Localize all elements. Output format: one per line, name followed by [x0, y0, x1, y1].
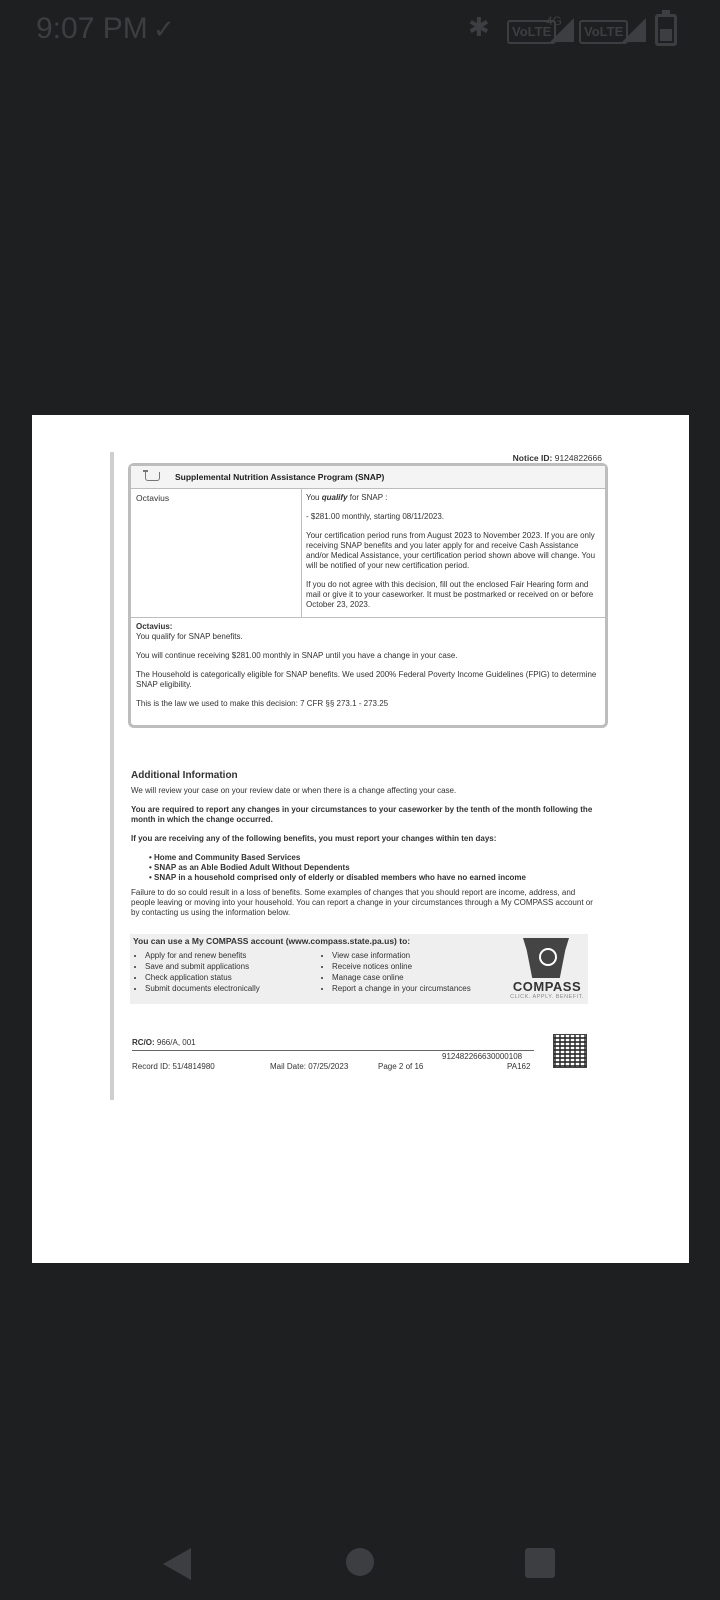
compass-title: You can use a My COMPASS account (www.compass.state.pa.us) to: [133, 936, 411, 946]
footer-divider [132, 1050, 534, 1051]
barcode-number: 912482266630000108 [442, 1052, 523, 1061]
compass-item: • Save and submit applications [145, 961, 260, 972]
form-code: PA162 [507, 1062, 531, 1071]
notice-id-value: 9124822666 [554, 453, 602, 463]
additional-heading: Additional Information [131, 770, 238, 781]
compass-item: • View case information [332, 950, 471, 961]
octavius-heading: Octavius: [136, 622, 173, 631]
review-line: We will review your case on your review date or when there is a change affecting your case. [131, 786, 457, 795]
recents-icon[interactable] [525, 1548, 555, 1578]
compass-item: • Report a change in your circumstances [332, 983, 471, 994]
certification-text: Your certification period runs from August 2023 to November 2023. If you are only receiving SNAP benefits and you later apply for and receive Cash Assistance and/or Medical Assistance, your certification period shown above will change. You will be notified of your new certification period. [306, 531, 596, 570]
amount-line: - $281.00 monthly, starting 08/11/2023. [306, 512, 445, 521]
compass-item: • Manage case online [332, 972, 471, 983]
failure-text: Failure to do so could result in a loss of benefits. Some examples of changes that you should report are income, address, and people leaving or moving into your household. You can report a change in your circumstances through a My COMPASS account or by contacting us using the information below. [131, 888, 593, 917]
compass-list-2 [320, 950, 471, 994]
volte-badge-1: VoLTE [507, 20, 556, 44]
compass-item: • Check application status [145, 972, 260, 983]
hearing-text: If you do not agree with this decision, fill out the enclosed Fair Hearing form and mail or give it to your caseworker. It must be postmarked or received on or before October 23, 2023. [306, 580, 594, 609]
record-id: Record ID: 51/4814980 [132, 1062, 215, 1071]
compass-item: • Submit documents electronically [145, 983, 260, 994]
additional-info [131, 771, 601, 927]
benefit-item: • Home and Community Based Services [149, 853, 301, 862]
lte-label: 4G [546, 14, 563, 28]
decision-row [131, 489, 605, 618]
law-line: This is the law we used to make this decision: 7 CFR §§ 273.1 - 273.25 [136, 699, 389, 708]
recipient-name: Octavius [136, 493, 170, 503]
snap-header [131, 466, 605, 489]
continue-line: You will continue receiving $281.00 monthly in SNAP until you have a change in your case. [136, 651, 458, 660]
status-time: 9:07 PM [36, 12, 148, 45]
qr-code-icon [553, 1034, 587, 1068]
benefit-list [149, 853, 601, 883]
download-check-icon: ✓ [153, 14, 175, 44]
compass-item: • Receive notices online [332, 961, 471, 972]
benefit-item: • SNAP as an Able Bodied Adult Without Dependents [149, 863, 350, 872]
qualify-line: You qualify for SNAP benefits. [136, 632, 243, 641]
receiving-line: If you are receiving any of the following benefits, you must report your changes within ten days: [131, 834, 497, 843]
shopping-cart-icon [143, 470, 161, 484]
benefit-item: • SNAP in a household comprised only of elderly or disabled members who have no earned income [149, 873, 526, 882]
program-title: Supplemental Nutrition Assistance Program (SNAP) [175, 472, 385, 482]
document-image[interactable] [32, 415, 689, 1263]
notice-id [513, 453, 602, 463]
compass-panel [130, 934, 588, 1004]
mail-date: Mail Date: 07/25/2023 [270, 1062, 349, 1071]
battery-icon [655, 14, 677, 46]
volte-badge-2: VoLTE [579, 20, 628, 44]
decision-details [306, 493, 596, 619]
column-divider [301, 489, 302, 617]
compass-logo [506, 938, 588, 1000]
notice-id-label: Notice ID: [512, 453, 553, 463]
signal-icon-2 [622, 18, 646, 42]
bluetooth-icon: ✱ [468, 12, 490, 42]
navigation-bar [0, 1500, 720, 1600]
compass-tagline: CLICK. APPLY. BENEFIT. [510, 994, 584, 1000]
compass-logo-text: COMPASS [512, 979, 582, 994]
signal-icon-1 [550, 18, 574, 42]
household-line: The Household is categorically eligible for SNAP benefits. We used 200% Federal Poverty Income Guidelines (FPIG) to determine SNAP eligibility. [136, 670, 597, 689]
back-icon[interactable] [163, 1548, 191, 1580]
scanned-notice [110, 452, 616, 1100]
home-icon[interactable] [346, 1548, 374, 1576]
rco: RC/O: 966/A, 001 [132, 1038, 196, 1047]
page-info: Page 2 of 16 [378, 1062, 424, 1071]
compass-list-1 [133, 950, 260, 994]
required-line: You are required to report any changes in your circumstances to your caseworker by the tenth of the month following the month in which the change occurred. [131, 805, 593, 824]
status-bar [0, 0, 720, 60]
eligibility-section [131, 618, 605, 722]
keystone-icon [523, 938, 569, 978]
qualify-statement: You qualify for SNAP : [306, 493, 388, 502]
snap-box [128, 463, 608, 728]
compass-item: • Apply for and renew benefits [145, 950, 260, 961]
